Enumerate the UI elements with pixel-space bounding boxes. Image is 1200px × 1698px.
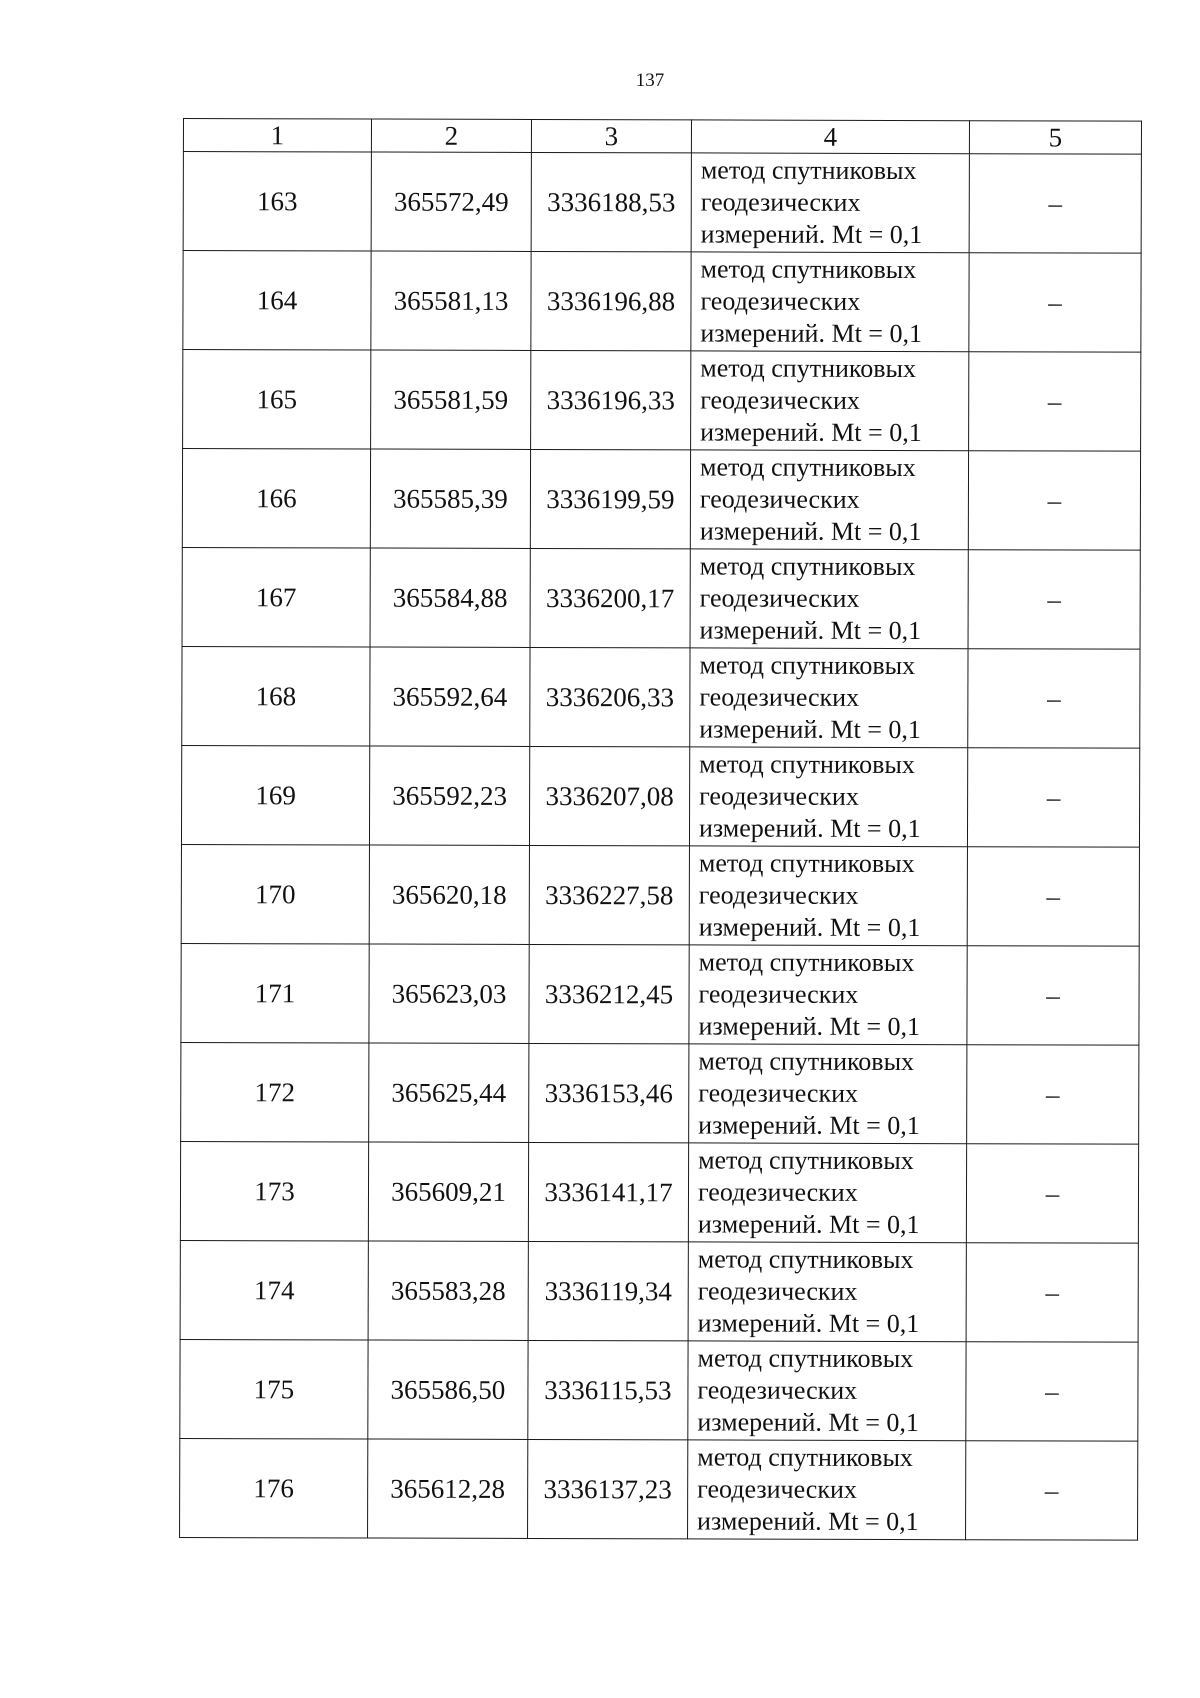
method-cell (690, 450, 968, 550)
point-number-cell: 167 (182, 547, 370, 647)
method-line: метод спутниковых (699, 452, 916, 483)
table-row (181, 1042, 1139, 1144)
column-header-5: 5 (969, 121, 1141, 154)
method-cell (691, 351, 969, 451)
method-line: метод спутниковых (698, 947, 915, 978)
y-coordinate-cell: 3336153,46 (529, 1043, 689, 1142)
method-line: измерений. Mt = 0,1 (698, 1011, 921, 1042)
method-line: измерений. Mt = 0,1 (697, 1308, 920, 1339)
note-cell: – (966, 1441, 1138, 1540)
note-cell: – (969, 352, 1141, 451)
y-coordinate-cell: 3336119,34 (528, 1241, 688, 1340)
note-cell: – (969, 154, 1141, 253)
method-cell (689, 1044, 967, 1144)
y-coordinate-cell: 3336196,88 (531, 251, 691, 350)
table-row (180, 1438, 1138, 1540)
point-number-cell: 168 (182, 646, 370, 746)
method-line: геодезических (698, 880, 859, 910)
method-line: измерений. Mt = 0,1 (698, 813, 921, 844)
y-coordinate-cell: 3336212,45 (529, 944, 689, 1043)
y-coordinate-cell: 3336141,17 (528, 1142, 688, 1241)
table-row (183, 350, 1141, 452)
note-cell: – (968, 550, 1140, 649)
method-line: измерений. Mt = 0,1 (698, 912, 921, 943)
x-coordinate-cell: 365586,50 (368, 1340, 528, 1439)
method-cell (688, 1341, 966, 1441)
point-number-cell: 169 (181, 745, 369, 845)
method-line: метод спутниковых (700, 155, 917, 186)
table-row (182, 547, 1140, 649)
y-coordinate-cell: 3336188,53 (531, 152, 691, 251)
table-row (183, 251, 1141, 353)
x-coordinate-cell: 365592,23 (369, 746, 529, 845)
method-cell (691, 252, 969, 352)
table-row (181, 745, 1139, 847)
point-number-cell: 166 (182, 449, 370, 549)
method-cell (689, 945, 967, 1045)
x-coordinate-cell: 365620,18 (369, 845, 529, 944)
note-cell: – (969, 253, 1141, 352)
note-cell: – (968, 649, 1140, 748)
y-coordinate-cell: 3336206,33 (530, 647, 690, 746)
note-cell: – (967, 1045, 1139, 1144)
point-number-cell: 176 (180, 1438, 368, 1538)
column-header-2: 2 (371, 119, 531, 152)
method-line: геодезических (700, 286, 861, 316)
method-line: метод спутниковых (700, 353, 917, 384)
y-coordinate-cell: 3336200,17 (530, 548, 690, 647)
point-number-cell: 170 (181, 844, 369, 944)
method-line: измерений. Mt = 0,1 (697, 1209, 920, 1240)
method-cell (689, 747, 967, 847)
column-header-4: 4 (691, 120, 969, 154)
note-cell: – (966, 1342, 1138, 1441)
method-line: геодезических (697, 1276, 858, 1306)
method-line: метод спутниковых (698, 848, 915, 879)
point-number-cell: 175 (180, 1339, 368, 1439)
method-line: измерений. Mt = 0,1 (699, 516, 922, 547)
point-number-cell: 164 (183, 251, 371, 351)
point-number-cell: 173 (180, 1141, 368, 1241)
x-coordinate-cell: 365581,13 (371, 251, 531, 350)
method-line: измерений. Mt = 0,1 (700, 219, 923, 250)
x-coordinate-cell: 365609,21 (368, 1142, 528, 1241)
method-line: измерений. Mt = 0,1 (700, 417, 922, 448)
method-line: измерений. Mt = 0,1 (699, 714, 921, 745)
method-line: измерений. Mt = 0,1 (698, 1110, 920, 1141)
table-body (180, 152, 1142, 1541)
x-coordinate-cell: 365584,88 (370, 548, 530, 647)
method-cell (689, 846, 967, 946)
table-row (181, 844, 1139, 946)
note-cell: – (967, 847, 1139, 946)
y-coordinate-cell: 3336196,33 (531, 350, 691, 449)
method-line: геодезических (699, 781, 859, 811)
point-number-cell: 171 (181, 943, 369, 1043)
method-line: метод спутниковых (697, 1244, 914, 1275)
point-number-cell: 174 (180, 1240, 368, 1340)
method-line: геодезических (698, 1078, 859, 1108)
method-cell (691, 153, 969, 253)
method-line: измерений. Mt = 0,1 (700, 318, 923, 349)
method-cell (688, 1440, 966, 1540)
x-coordinate-cell: 365583,28 (368, 1241, 528, 1340)
y-coordinate-cell: 3336115,53 (528, 1340, 688, 1439)
method-line: метод спутниковых (698, 1145, 914, 1176)
point-number-cell: 163 (183, 152, 371, 252)
method-line: геодезических (698, 979, 859, 1009)
method-line: метод спутниковых (698, 1046, 915, 1077)
table-row (181, 943, 1139, 1045)
method-line: геодезических (697, 1375, 858, 1405)
point-number-cell: 172 (181, 1042, 369, 1142)
method-line: метод спутниковых (700, 254, 917, 285)
note-cell: – (967, 946, 1139, 1045)
method-line: измерений. Mt = 0,1 (697, 1407, 920, 1438)
method-line: геодезических (697, 1474, 857, 1504)
x-coordinate-cell: 365581,59 (371, 350, 531, 449)
table-row (182, 449, 1140, 551)
method-cell (688, 1143, 966, 1243)
point-number-cell: 165 (183, 350, 371, 450)
x-coordinate-cell: 365625,44 (369, 1043, 529, 1142)
method-line: метод спутниковых (699, 551, 916, 582)
method-line: метод спутниковых (699, 749, 915, 780)
method-line: измерений. Mt = 0,1 (699, 615, 922, 646)
method-cell (690, 549, 968, 649)
method-line: метод спутниковых (697, 1343, 914, 1374)
table-header-row (183, 119, 1141, 155)
method-cell (690, 648, 968, 748)
method-line: геодезических (700, 385, 860, 415)
y-coordinate-cell: 3336137,23 (528, 1439, 688, 1538)
y-coordinate-cell: 3336227,58 (529, 845, 689, 944)
note-cell: – (966, 1144, 1138, 1243)
method-line: геодезических (699, 583, 860, 613)
x-coordinate-cell: 365623,03 (369, 944, 529, 1043)
note-cell: – (968, 451, 1140, 550)
method-line: геодезических (700, 187, 861, 217)
method-line: измерений. Mt = 0,1 (697, 1506, 919, 1537)
table-row (180, 1339, 1138, 1441)
method-line: метод спутниковых (699, 650, 916, 681)
page-number: 137 (635, 70, 665, 91)
method-line: геодезических (699, 682, 860, 712)
table-row (183, 152, 1141, 254)
x-coordinate-cell: 365572,49 (371, 152, 531, 251)
x-coordinate-cell: 365585,39 (370, 449, 530, 548)
y-coordinate-cell: 3336207,08 (529, 746, 689, 845)
method-line: метод спутниковых (697, 1442, 914, 1473)
column-header-1: 1 (183, 119, 371, 153)
note-cell: – (966, 1243, 1138, 1342)
y-coordinate-cell: 3336199,59 (530, 449, 690, 548)
column-header-3: 3 (531, 119, 691, 152)
coordinates-table (179, 118, 1142, 1541)
x-coordinate-cell: 365592,64 (370, 647, 530, 746)
method-line: геодезических (699, 484, 860, 514)
table-row (180, 1141, 1138, 1243)
table-row (180, 1240, 1138, 1342)
note-cell: – (967, 748, 1139, 847)
method-line: геодезических (697, 1177, 858, 1207)
method-cell (688, 1242, 966, 1342)
x-coordinate-cell: 365612,28 (368, 1439, 528, 1538)
table-row (182, 646, 1140, 748)
